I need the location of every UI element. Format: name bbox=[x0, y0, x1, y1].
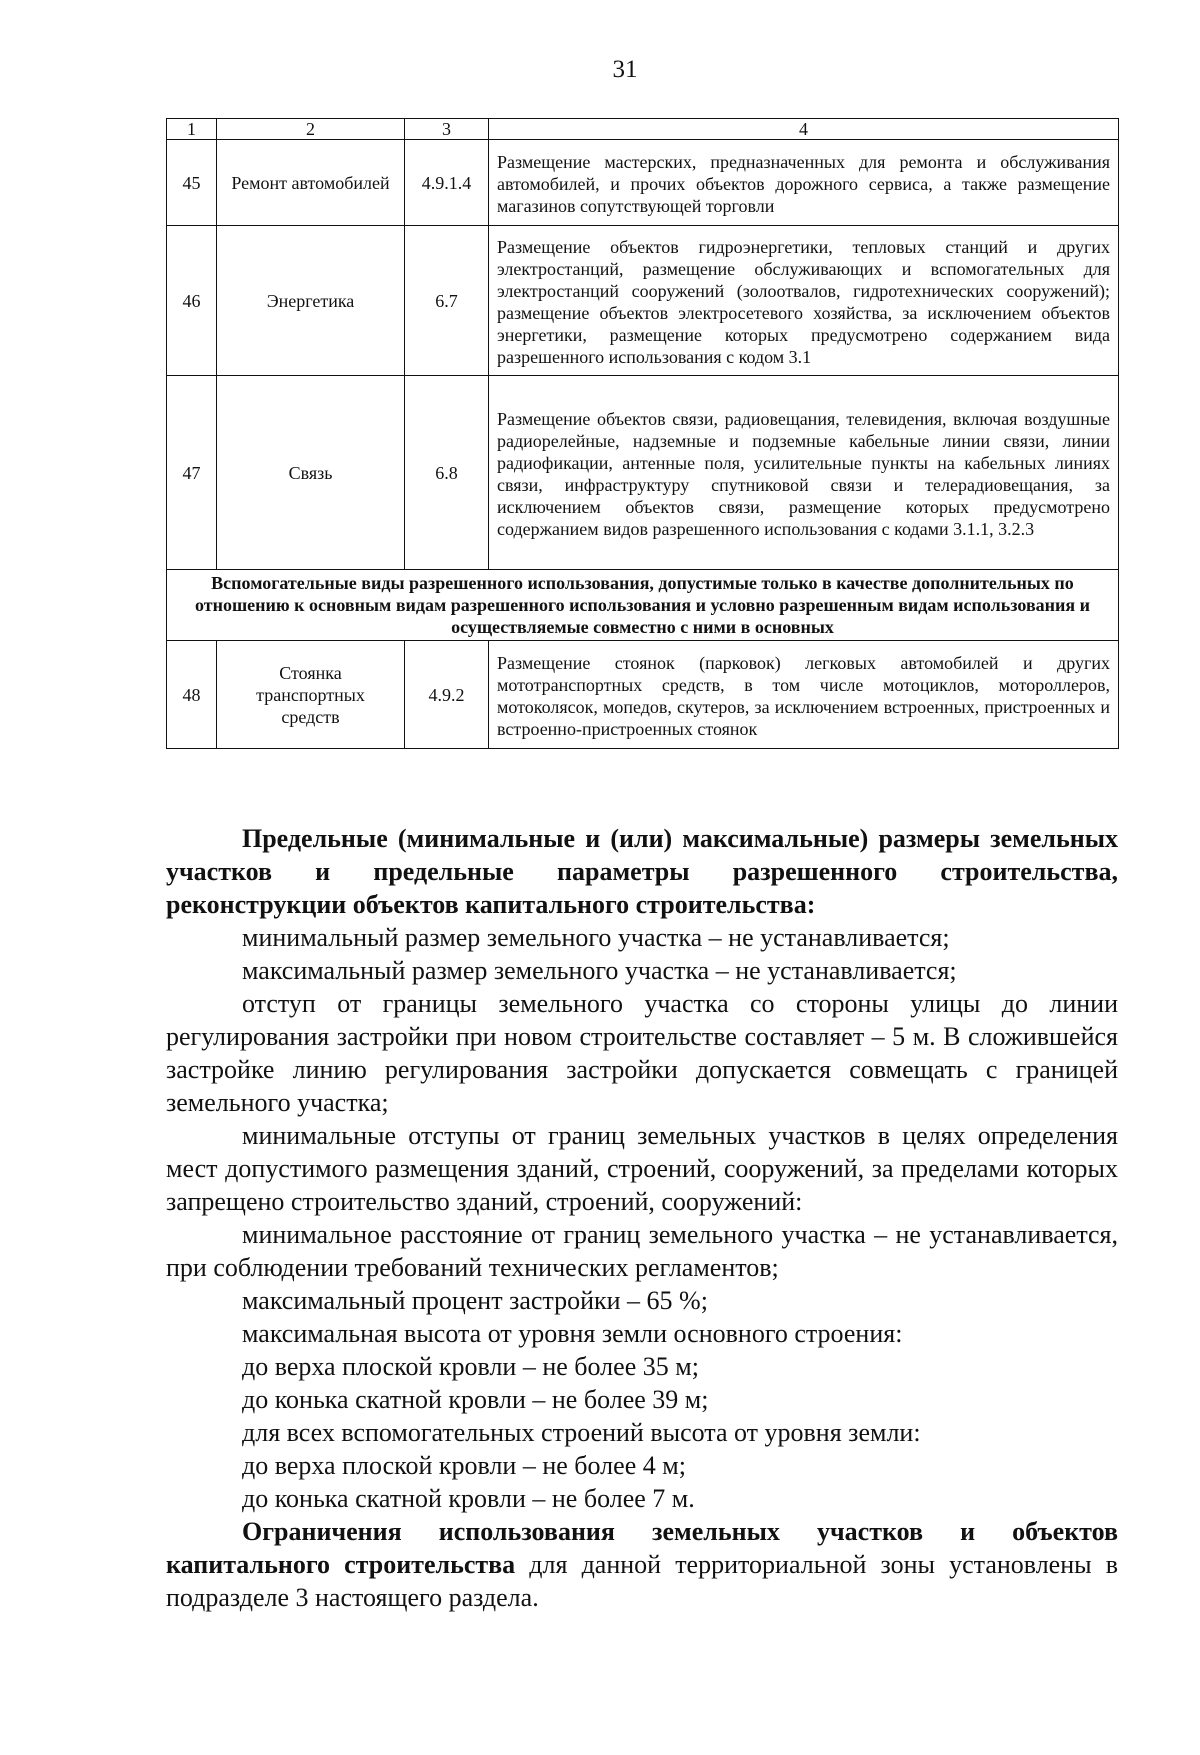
row-number: 45 bbox=[167, 140, 217, 226]
paragraph: до конька скатной кровли – не более 39 м; bbox=[242, 1385, 709, 1414]
use-description: Размещение объектов гидроэнергетики, тепловых станций и других электростанций, размещение обслуживающих и вспомогательных для электростанций сооружений (золоотвалов, гидротехнических сооружений); размещение объектов электросетевого хозяйства, за исключением объектов энергетики, размещение которых предусмотрено содержанием вида разрешенного использования с кодом 3.1 bbox=[489, 226, 1119, 376]
section-heading: Предельные (минимальные и (или) максимальные) размеры земельных участков и предельные параметры разрешенного строительства, реконструкции объектов капитального строительства: bbox=[166, 824, 1118, 919]
paragraph: минимальный размер земельного участка – не устанавливается; bbox=[242, 923, 950, 952]
page-number: 31 bbox=[612, 56, 638, 83]
restrictions-rest: для данной территориальной зоны установлены в подразделе 3 настоящего раздела. bbox=[166, 1550, 1118, 1612]
table-row bbox=[167, 376, 1119, 570]
use-code: 4.9.1.4 bbox=[405, 140, 489, 226]
restrictions-paragraph bbox=[166, 1515, 1118, 1614]
use-name: Энергетика bbox=[217, 226, 405, 376]
use-description: Размещение мастерских, предназначенных для ремонта и обслуживания автомобилей, и прочих объектов дорожного сервиса, а также размещение магазинов сопутствующей торговли bbox=[489, 140, 1119, 226]
row-number: 46 bbox=[167, 226, 217, 376]
use-name: Связь bbox=[217, 376, 405, 570]
use-code: 6.8 bbox=[405, 376, 489, 570]
use-code: 4.9.2 bbox=[405, 641, 489, 749]
use-code: 6.7 bbox=[405, 226, 489, 376]
header-cell: 4 bbox=[489, 119, 1119, 140]
paragraph: максимальный процент застройки – 65 %; bbox=[242, 1286, 708, 1315]
use-name: Ремонт автомобилей bbox=[217, 140, 405, 226]
header-cell: 3 bbox=[405, 119, 489, 140]
use-name: Стоянка транспортных средств bbox=[217, 641, 405, 749]
paragraph: максимальная высота от уровня земли основного строения: bbox=[242, 1319, 903, 1348]
table-row bbox=[167, 140, 1119, 226]
paragraph: до верха плоской кровли – не более 4 м; bbox=[242, 1451, 686, 1480]
paragraph: отступ от границы земельного участка со стороны улицы до линии регулирования застройки при новом строительстве составляет – 5 м. В сложившейся застройке линию регулирования застройки допускается совмещать с границей земельного участка; bbox=[166, 989, 1118, 1117]
header-cell: 1 bbox=[167, 119, 217, 140]
paragraph: максимальный размер земельного участка – не устанавливается; bbox=[242, 956, 957, 985]
paragraph: для всех вспомогательных строений высота от уровня земли: bbox=[242, 1418, 921, 1447]
use-description: Размещение объектов связи, радиовещания, телевидения, включая воздушные радиорелейные, надземные и подземные кабельные линии связи, линии радиофикации, антенные поля, усилительные пункты на кабельных линиях связи, инфраструктуру спутниковой связи и телерадиовещания, за исключением объектов связи, размещение которых предусмотрено содержанием видов разрешенного использования с кодами 3.1.1, 3.2.3 bbox=[489, 376, 1119, 570]
section-row bbox=[167, 570, 1119, 641]
row-number: 48 bbox=[167, 641, 217, 749]
section-title: Вспомогательные виды разрешенного использования, допустимые только в качестве дополнительных по отношению к основным видам разрешенного использования и условно разрешенным видам использования и осуществляемые совместно с ними в основных bbox=[167, 570, 1119, 641]
use-description: Размещение стоянок (парковок) легковых автомобилей и других мототранспортных средств, в том числе мотоциклов, мотороллеров, мотоколясок, мопедов, скутеров, за исключением встроенных, пристроенных и встроенно-пристроенных стоянок bbox=[489, 641, 1119, 749]
paragraph: до конька скатной кровли – не более 7 м. bbox=[242, 1484, 695, 1513]
table-row bbox=[167, 226, 1119, 376]
paragraph: минимальные отступы от границ земельных участков в целях определения мест допустимого размещения зданий, строений, сооружений, за пределами которых запрещено строительство зданий, строений, сооружений: bbox=[166, 1121, 1118, 1216]
table-header-row bbox=[167, 119, 1119, 140]
paragraph: до верха плоской кровли – не более 35 м; bbox=[242, 1352, 699, 1381]
restrictions-lead: Ограничения использования земельных участков и объектов капитального строительства bbox=[166, 1517, 1118, 1579]
row-number: 47 bbox=[167, 376, 217, 570]
paragraph: минимальное расстояние от границ земельного участка – не устанавливается, при соблюдении требований технических регламентов; bbox=[166, 1220, 1118, 1282]
table-row bbox=[167, 641, 1119, 749]
body-text bbox=[166, 822, 1118, 1614]
land-use-table bbox=[166, 118, 1119, 749]
header-cell: 2 bbox=[217, 119, 405, 140]
